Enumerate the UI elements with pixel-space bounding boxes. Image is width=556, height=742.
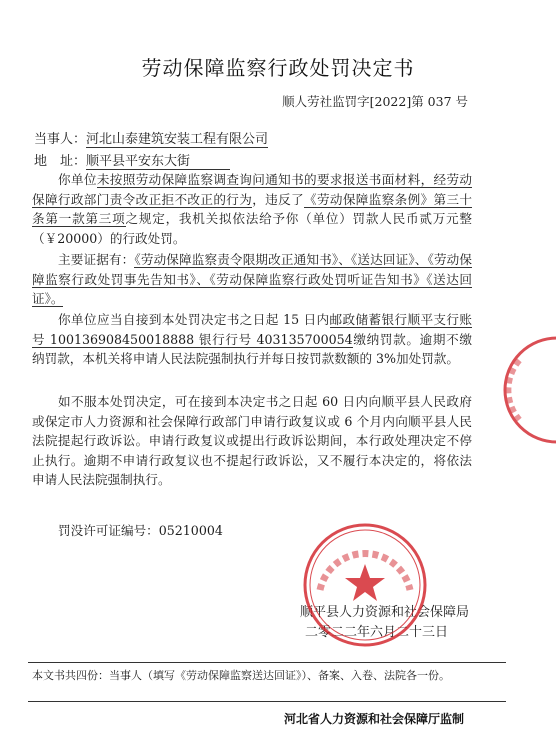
para2-text: 主要证据有： [58, 252, 135, 267]
official-seal-icon [300, 520, 430, 650]
para3-text-b: 缴纳罚款。逾期不缴纳罚款，本机关将申请人民法院强制执行并每日按罚款数额的 3%加处罚款。 [32, 331, 472, 366]
party-label: 当事人： [34, 132, 87, 147]
document-number: 顺人劳社监罚字[2022]第 037 号 [282, 94, 468, 109]
footnote: 本文书共四份：当事人（填写《劳动保障监察送达回证》）、备案、入卷、法院各一份。 [32, 669, 450, 682]
issue-date: 二零二二年六月二十三日 [305, 625, 449, 640]
document-title: 劳动保障监察行政处罚决定书 [141, 56, 415, 80]
issuer-name: 顺平县人力资源和社会保障局 [300, 605, 470, 620]
paragraph-payment [32, 310, 472, 369]
address-label: 地 址： [34, 154, 87, 169]
para1-text-b: ，违反了 [252, 191, 304, 207]
para1-underlined-violation: 未按照劳动保障监察调查询问通知书的要求报送书面材料，经劳动保障行政部门责令改正拒不改正的行为 [32, 172, 473, 207]
footer-divider-bottom [28, 701, 506, 702]
para1-underlined-regulation: 《劳动保障监察条例》第三十条第一款第三项 [32, 191, 473, 226]
paragraph-violation [32, 170, 472, 248]
supervisor-label: 河北省人力资源和社会保障厅监制 [283, 712, 464, 726]
paragraph-evidence [32, 250, 472, 309]
party-value: 河北山泰建筑安装工程有限公司 [86, 132, 269, 147]
party-row [34, 128, 268, 147]
para3-text-a: 你单位应当自接到本处罚决定书之日起 15 日内 [58, 312, 330, 327]
footer-divider [28, 662, 506, 663]
para2-underlined-evidence: 《劳动保障监察责令限期改正通知书》、《送达回证》、《劳动保障监察行政处罚事先告知书》、《劳动保障监察行政处罚听证告知书》《送达回证》。 [32, 252, 472, 306]
para1-text-a: 你单位 [58, 172, 97, 187]
address-value: 顺平县平安东大街 [86, 154, 230, 170]
permit-number: 罚没许可证编号：05210004 [58, 523, 223, 538]
para3-underlined-bank: 邮政储蓄银行顺平支行账号 100136908450018888 银行行号 403135700054 [32, 312, 472, 347]
address-row [34, 150, 230, 169]
partial-seal-icon [497, 330, 556, 450]
para1-text-c: 之规定，我机关拟依法给予你（单位）罚款人民币贰万元整（￥20000）的行政处罚。 [32, 211, 473, 246]
paragraph-appeal: 如不服本处罚决定，可在接到本决定书之日起 60 日内向顺平县人民政府或保定市人力资源和社会保障行政部门申请行政复议或 6 个月内向顺平县人民法院提起行政诉讼。申请行政复议或提出行政诉讼期间，本行政处理决定不停止执行。逾期不申请行政复议也不提起行政诉讼，又不履行本决定的，将依法申请人民法院强制执行。 [32, 394, 472, 487]
